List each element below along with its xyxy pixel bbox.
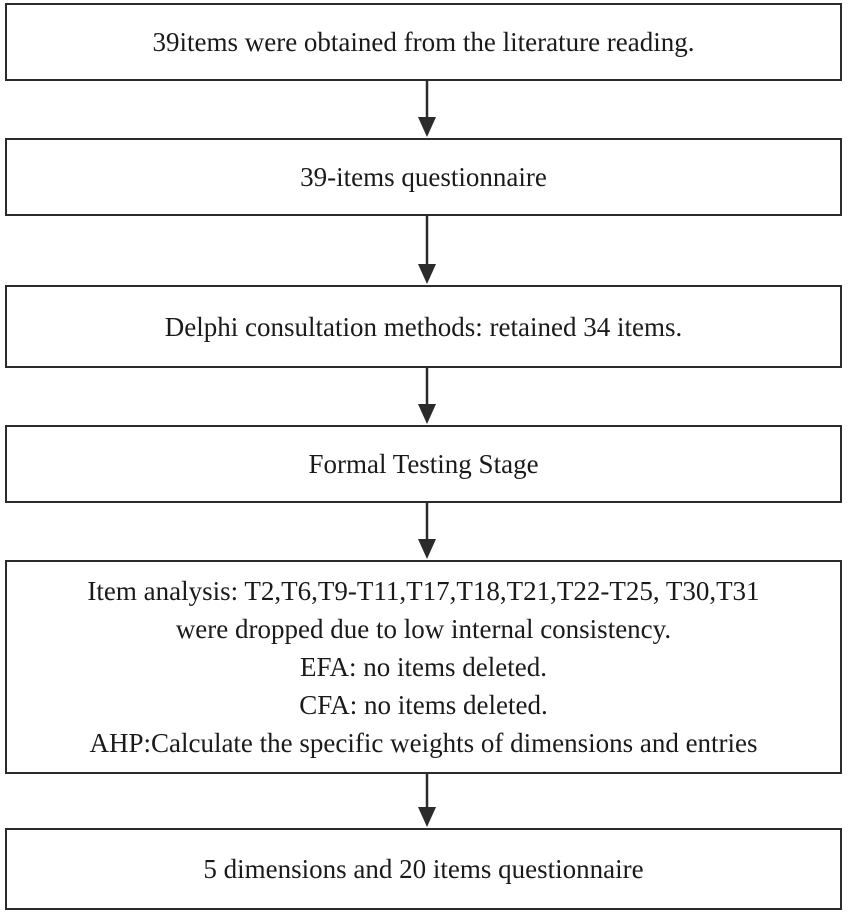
step-4-box xyxy=(5,425,842,503)
step-5-line-1: Item analysis: T2,T6,T9-T11,T17,T18,T21,T22-T25, T30,T31 xyxy=(87,576,760,606)
step-1-box xyxy=(5,3,842,81)
step-1-text: 39items were obtained from the literature reading. xyxy=(152,27,695,57)
step-2-box xyxy=(5,138,842,216)
arrow-4-to-5 xyxy=(413,503,441,560)
step-5-line-4: CFA: no items deleted. xyxy=(299,690,548,720)
arrow-3-to-4 xyxy=(413,368,441,425)
arrow-1-to-2 xyxy=(413,81,441,138)
arrow-5-to-6 xyxy=(413,774,441,828)
step-6-box xyxy=(5,828,842,910)
step-5-line-2: were dropped due to low internal consistency. xyxy=(175,614,672,644)
step-5-line-5: AHP:Calculate the specific weights of dimensions and entries xyxy=(89,728,758,758)
step-3-box xyxy=(5,285,842,368)
step-4-text: Formal Testing Stage xyxy=(308,449,539,479)
step-6-text: 5 dimensions and 20 items questionnaire xyxy=(203,854,644,884)
step-3-text: Delphi consultation methods: retained 34 items. xyxy=(164,311,683,342)
step-5-box xyxy=(5,560,842,774)
step-2-text: 39-items questionnaire xyxy=(300,162,547,192)
arrow-2-to-3 xyxy=(413,216,441,285)
step-5-line-3: EFA: no items deleted. xyxy=(300,652,547,682)
